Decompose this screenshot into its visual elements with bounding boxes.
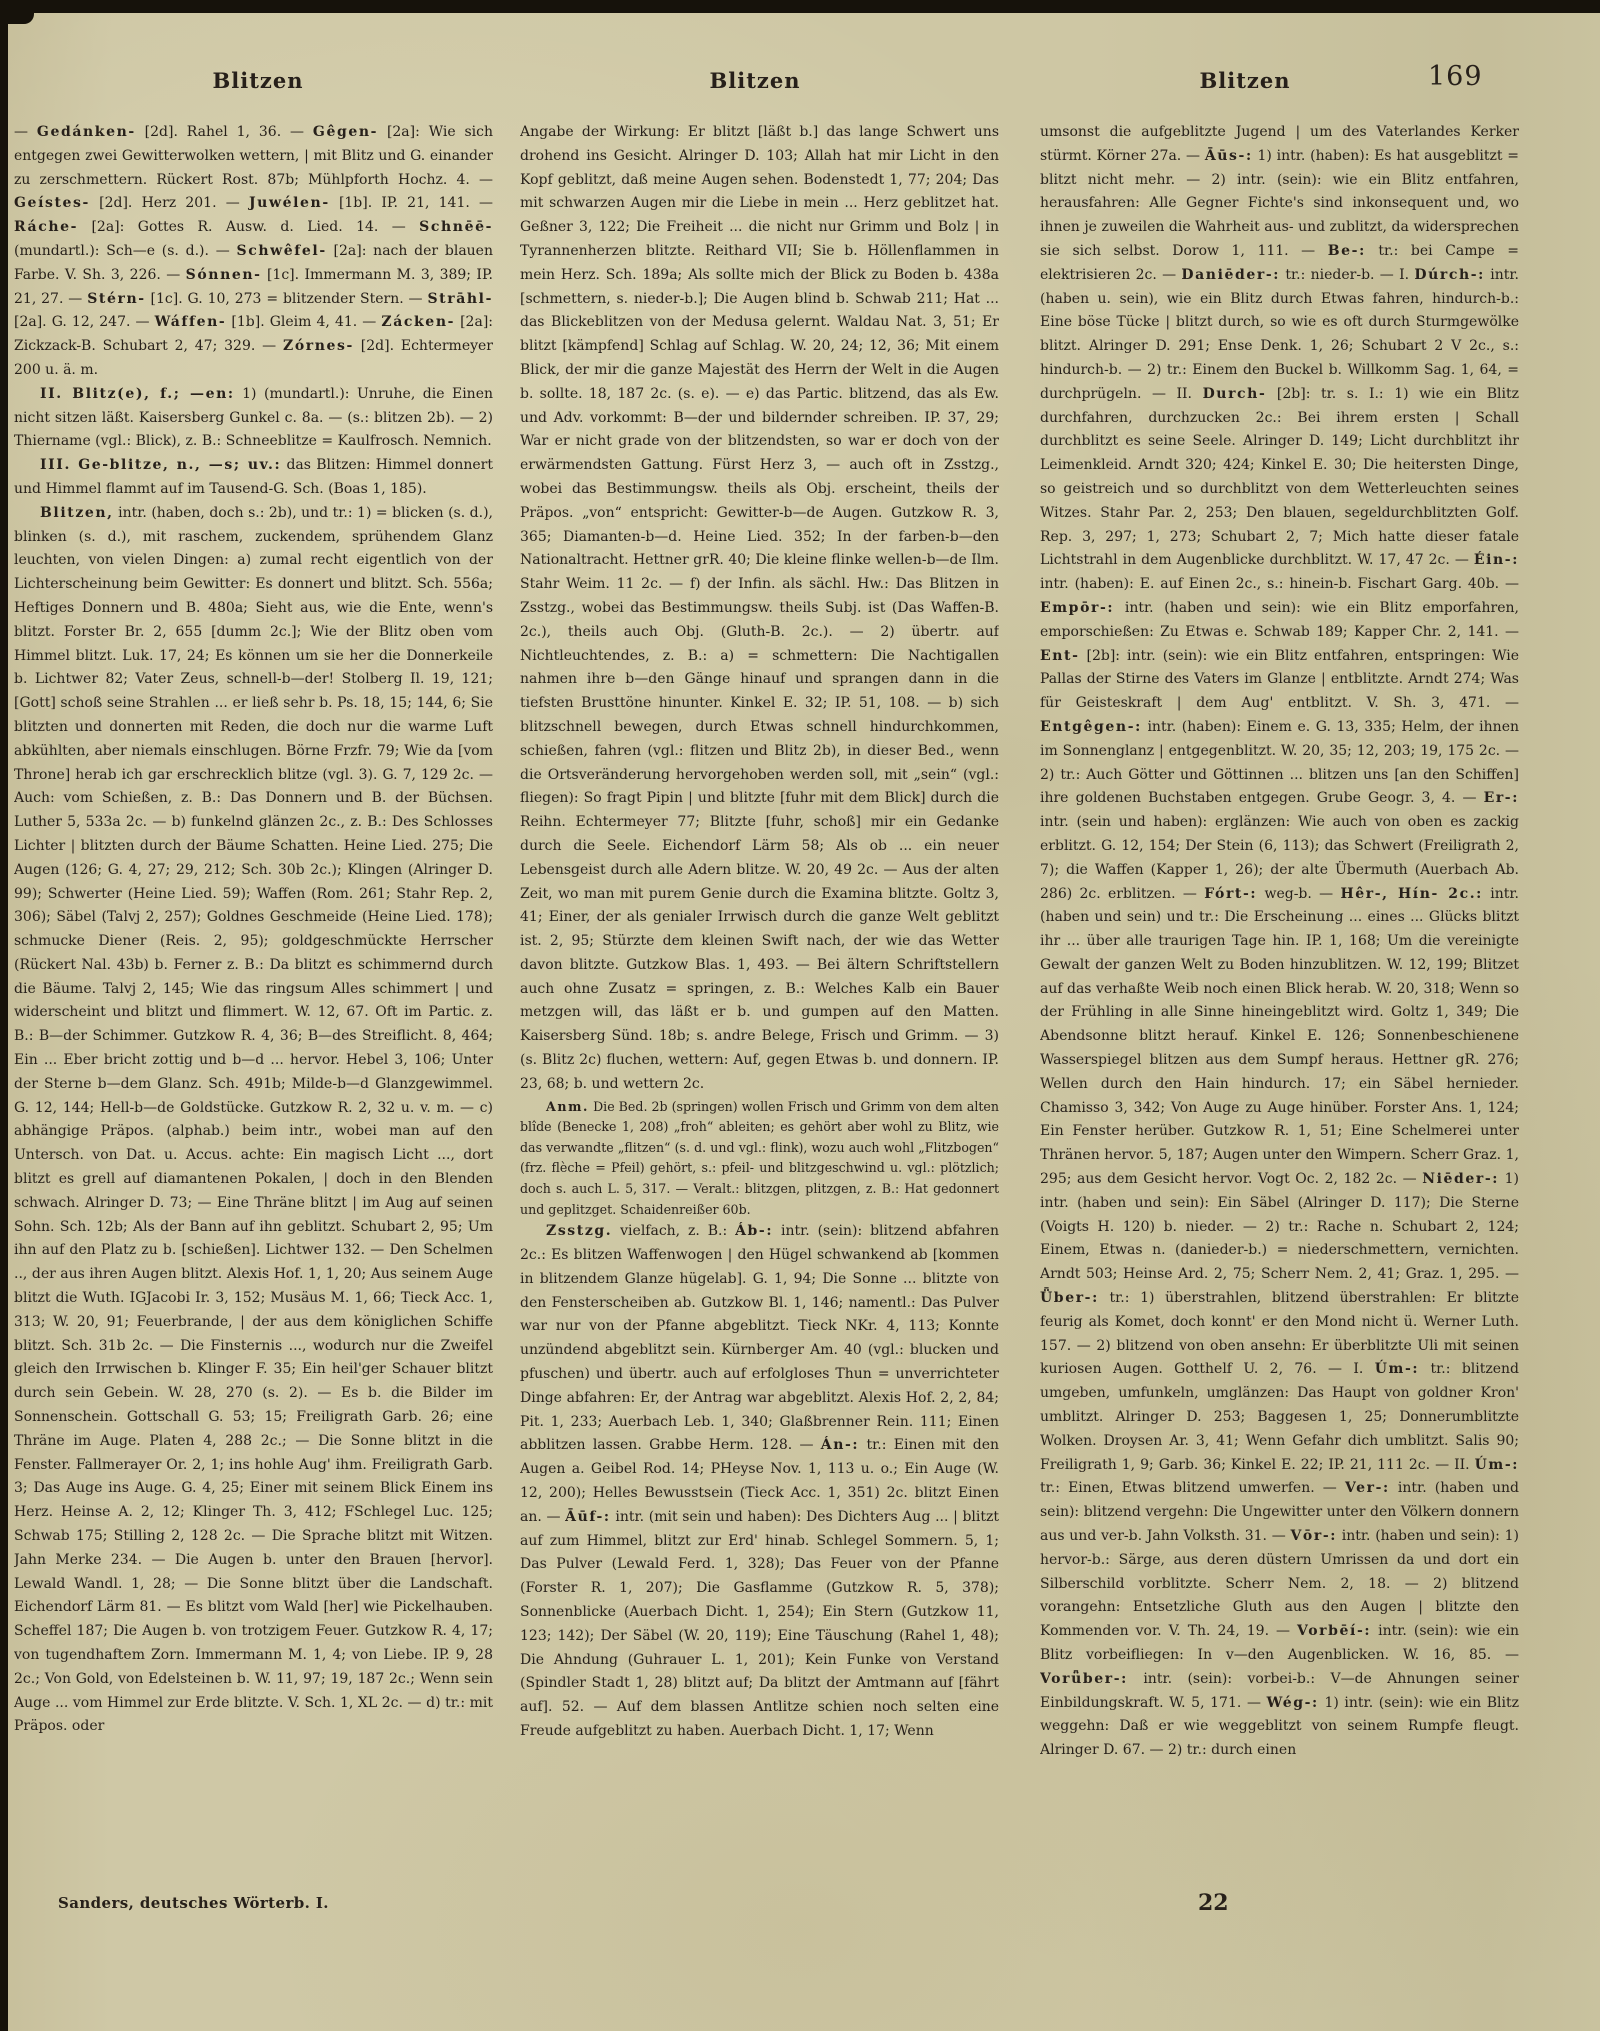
entry-headword: Niēder-: xyxy=(1422,1171,1500,1188)
text-column-2 xyxy=(520,121,999,1901)
entry-headword: Er-: xyxy=(1483,790,1519,807)
paragraph xyxy=(14,502,493,1739)
entry-text: intr. (sein und haben): erglänzen: Wie auch von oben es zackig erblitzt. G. 12, 154; Der Stein (6, 113); das Schwert (Freiligrath 2, 7); die Waffen (Kapper 1, 26); der alte Übermuth (Auerbach Ab. 286) 2c. erblitzen. — xyxy=(1040,814,1519,902)
entry-headword: II. Blitz(e), f.; —en: xyxy=(40,385,235,402)
entry-text: tr.: Einen, Etwas blitzend umwerfen. — xyxy=(1040,1480,1345,1497)
entry-text: [2a]: Gottes R. Ausw. d. Lied. 14. — xyxy=(78,219,420,236)
entry-text: [2d]. Echtermeyer 200 u. ä. m. xyxy=(14,338,493,378)
entry-text: tr.: blitzend umgeben, umfunkeln, umglänzen: Das Haupt von goldner Kron' umblitzt. Alringer D. 253; Baggesen 1, 25; Donnerumblitzte Wolken. Droysen Ar. 3, 41; Wenn Gefahr dich umblitzt. Salis 90; Freiligrath 1, 9; Garb. 36; Kinkel E. 22; IP. 21, 111 2c. — II. xyxy=(1040,1361,1519,1473)
entry-headword: Vōr-: xyxy=(1290,1528,1338,1545)
entry-headword: Daniēder-: xyxy=(1181,266,1281,283)
paragraph xyxy=(1040,121,1519,1763)
paragraph xyxy=(14,454,493,502)
paragraph xyxy=(14,383,493,454)
entry-text: Angabe der Wirkung: Er blitzt [läßt b.] das lange Schwert uns drohend ins Gesicht. Alringer D. 103; Allah hat mir Licht in den Kopf geblitzt, daß meine Augen sehen. Bodenstedt 1, 77; 204; Das mit schwarzen Augen mir die Liebe in mein ... Herz geblitzet hat. Geßner 3, 122; Die Freiheit ... die nicht nur Grimm und Bolz | in Tyrannenherzen blitzte. Reithard VII; Sie b. Höllenflammen in mein Herz. Sch. 189a; Als sollte mich der Blick zu Boden b. 438a [schmettern, s. nieder-b.]; Die Augen blind b. Schwab 211; Hat ... das Blickeblitzen von der Medusa gelernt. Waldau Nat. 3, 51; Er blitzt [kämpfend] Schlag auf Schlag. W. 20, 24; 12, 36; Mit einem Blick, der mir die ganze Majestät des Herrn der Welt in die Augen b. sollte. 18, 187 2c. (s. e). — e) das Partic. blitzend, das als Ew. und Adv. vorkommt: B—der und bildernder schreiben. IP. 37, 29; War er nicht grade von der blitzendsten, so war er doch von der erwärmendsten Gattung. Fürst Herz 3, — auch oft in Zsstzg., wobei das Bestimmungsw. theils als Obj. erscheint, theils der Präpos. „von“ entspricht: Gewitter-b—de Augen. Gutzkow R. 3, 365; Diamanten-b—d. Heine Lied. 352; In der farben-b—den Nationaltracht. Hettner grR. 40; Die kleine flinke wellen-b—de Ilm. Stahr Weim. 11 2c. — f) der Infin. als sächl. Hw.: Das Blitzen in Zsstzg., wobei das Bestimmungsw. theils Subj. ist (Das Waffen-B. 2c.), theils auch Obj. (Gluth-B. 2c.). — 2) übertr. auf Nichtleuchtendes, z. B.: a) = schmettern: Die Nachtigallen nahmen ihre b—den Gänge hinauf und sprangen dann in die tiefsten Brusttöne hinunter. Kinkel E. 32; IP. 51, 108. — b) sich blitzschnell bewegen, durch Etwas schnell hindurchkommen, schießen, fahren (vgl.: flitzen und Blitz 2b), in dieser Bed., wenn die Ortsveränderung hervorgehoben werden soll, mit „sein“ (vgl.: fliegen): So fragt Pipin | und blitzte [fuhr mit dem Blick] durch die Reihn. Echtermeyer 77; Blitzte [fuhr, schoß] mir ein Gedanke durch die Seele. Eichendorf Lärm 58; Als ob ... ein neuer Lebensgeist durch alle Adern blitze. W. 20, 49 2c. — Aus der alten Zeit, wo man mit purem Genie durch die Examina blitzte. Goltz 3, 41; Einer, der als genialer Irrwisch durch die ganze Welt geblitzt ist. 2, 95; Stürzte dem kleinen Swift nach, der wie das Wetter davon blitzte. Gutzkow Blas. 1, 493. — Bei ältern Schriftstellern auch ohne Zusatz = springen, z. B.: Welches Kalb ein Bauer metzgen will, das läßt er b. und gumpen auf den Matten. Kaisersberg Sünd. 18b; s. andre Belege, Frisch und Grimm. — 3) (s. Blitz 2c) fluchen, wettern: Auf, gegen Etwas b. und donnern. IP. 23, 68; b. und wettern 2c. xyxy=(520,124,999,1092)
entry-headword: Dúrch-: xyxy=(1414,266,1485,283)
volume-footer-title: Sanders, deutsches Wörterb. I. xyxy=(58,1894,329,1912)
entry-text: [2d]. Herz 201. — xyxy=(89,195,249,212)
entry-headword: Entgêgen-: xyxy=(1040,718,1142,735)
entry-text: Die Bed. 2b (springen) wollen Frisch und Grimm von dem alten blîde (Benecke 1, 208) „froh“ ableiten; es gehört aber wohl zu Blitz, wie das verwandte „flitzen“ (s. d. und vgl.: flink), wozu auch wohl „Flitzbogen“ (frz. flèche = Pfeil) gehört, s.: pfeil- und blitzgeschwind u. vgl.: plötzlich; doch s. auch L. 5, 317. — Veralt.: blitzgen, plitzgen, z. B.: Hat gedonnert und geplitzget. Schaidenreißer 60b. xyxy=(520,1098,999,1217)
entry-text: intr. (sein): wie ein Blitz vorbeifliegen: In v—den Augenblicken. W. 16, 85. — xyxy=(1040,1623,1519,1663)
entry-text: weg-b. — xyxy=(1257,885,1341,902)
entry-headword: Gêgen- xyxy=(312,124,379,140)
entry-headword: Strāhl- xyxy=(427,290,493,307)
page-number: 169 xyxy=(1428,61,1483,92)
sheet-signature: 22 xyxy=(1198,1890,1229,1916)
entry-text: 1) intr. (haben): Es hat ausgeblitzt = blitzt nicht mehr. — 2) intr. (sein): wie ein Blitz entfahren, herausfahren: Alle Gegner Fichte's sind inkonsequent und, wo ihnen je zuweilen die Wahrheit aus- und zublitzt, da widersprechen sie sich selbst. Dorow 1, 111. — xyxy=(1040,147,1519,259)
entry-headword: Be-: xyxy=(1327,242,1366,259)
entry-headword: Zácken- xyxy=(381,314,456,331)
entry-text: tr.: Einen mit den Augen a. Geibel Rod. 14; PHeyse Nov. 1, 113 u. o.; Ein Auge (W. 12, 200); Helles Bewusstsein (Tieck Acc. 1, 351) 2c. blitzt Einen an. — xyxy=(520,1437,999,1525)
entry-headword: Úm-: xyxy=(1374,1361,1420,1378)
entry-headword: Durch- xyxy=(1202,385,1267,402)
entry-text: intr. (haben, doch s.: 2b), und tr.: 1) = blicken (s. d.), blinken (s. d.), mit raschem, zuckendem, sprühendem Glanz leuchten, von vielen Dingen: a) zumal recht eigentlich von der Lichterscheinung beim Gewitter: Es donnert und blitzt. Sch. 556a; Heftiges Donnern und B. 480a; Sieht aus, wie die Ente, wenn's blitzt. Forster Br. 2, 655 [dumm 2c.]; Wie der Blitz oben vom Himmel blitzt. Luk. 17, 24; Es können um sie her die Donnerkeile b. Lichtwer 82; Vater Zeus, schnell-b—der! Stolberg Il. 19, 121; [Gott] schoß seine Strahlen ... er ließ sehr b. Ps. 18, 15; 144, 6; Sie blitzten und donnerten mit Reden, die doch nur die warme Luft abkühlten, aber niemals einschlugen. Börne Frzfr. 79; Wie da [vom Throne] herab ich gar erschrecklich blitze (vgl. 3). G. 7, 129 2c. — Auch: vom Schießen, z. B.: Das Donnern und B. der Büchsen. Luther 5, 533a 2c. — b) funkelnd glänzen 2c., z. B.: Des Schlosses Lichter | blitzten durch der Bäume Schatten. Heine Lied. 275; Die Augen (126; G. 4, 27; 29, 212; Sch. 30b 2c.); Klingen (Alringer D. 99); Schwerter (Heine Lied. 59); Waffen (Rom. 261; Stahr Rep. 2, 306); Säbel (Talvj 2, 257); Goldnes Geschmeide (Heine Lied. 178); schmucke Diener (Reis. 2, 95); goldgeschmückte Herrscher (Rückert Nal. 43b) b. Ferner z. B.: Da blitzt es schimmernd durch die Bäume. Talvj 2, 145; Wie das ringsum Alles schimmert | und widerscheint und blitzt und flimmert. W. 12, 67. Oft im Partic. z. B.: B—der Schimmer. Gutzkow R. 4, 36; B—des Streiflicht. 8, 464; Ein ... Eber bricht zottig und b—d ... hervor. Hebel 3, 106; Unter der Sterne b—dem Glanz. Sch. 491b; Milde-b—d Glanzgewimmel. G. 12, 144; Hell-b—de Goldstücke. Gutzkow R. 2, 32 u. v. m. — c) abhängige Präpos. (alphab.) beim intr., wobei man auf den Untersch. von Dat. u. Accus. achte: Ein magisch Licht ..., dort blitzt es grell auf diamantenen Pokalen, | doch in den Blenden schwach. Alringer D. 73; — Eine Thräne blitzt | im Aug auf seinen Sohn. Sch. 12b; Als der Bann auf ihn geblitzt. Schubart 2, 95; Um ihn auf den Platz zu b. [schießen]. Lichtwer 132. — Den Schelmen .., der aus ihren Augen blitzt. Alexis Hof. 1, 1, 20; Aus seinem Auge blitzt die Wuth. IGJacobi Ir. 3, 152; Musäus M. 1, 66; Tieck Acc. 1, 313; W. 20, 91; Feuerbrande, | der aus dem königlichen Schiffe blitzt. Sch. 31b 2c. — Die Finsternis ..., wodurch nur die Zweifel gleich den Irrwischen b. Klinger F. 35; Ein heil'ger Schauer blitzt durch sein Gebein. W. 28, 270 (s. 2). — Es b. die Bilder im Sonnenschein. Gottschall G. 53; 15; Freiligrath Garb. 26; eine Thräne im Auge. Platen 4, 288 2c.; — Die Sonne blitzt in die Fenster. Fallmerayer Or. 2, 1; ins hohle Aug' ihm. Freiligrath Garb. 3; Das Auge ins Auge. G. 4, 25; Einer mit seinem Blick Einem ins Herz. Heinse A. 2, 12; Klinger Th. 3, 412; FSchlegel Luc. 125; Schwab 175; Stilling 2, 128 2c. — Die Sprache blitzt mit Witzen. Jahn Merke 234. — Die Augen b. unter den Brauen [hervor]. Lewald Wandl. 1, 28; — Die Sonne blitzt über die Landschaft. Eichendorf Lärm 81. — Es blitzt vom Wald [her] wie Pickelhauben. Scheffel 187; Die Augen b. von trotzigem Feuer. Gutzkow R. 4, 17; von tugendhaftem Zorn. Immermann M. 1, 4; von Liebe. IP. 9, 28 2c.; Von Gold, von Edelsteinen b. W. 11, 97; 19, 187 2c.; Wenn sein Auge ... vom Himmel zur Erde blitzte. V. Sch. 1, XL 2c. — d) tr.: mit Präpos. oder xyxy=(14,504,493,1735)
entry-headword: Éin-: xyxy=(1473,552,1519,569)
entry-headword: Ráche- xyxy=(14,219,79,236)
paragraph xyxy=(14,121,493,383)
entry-headword: Anm. xyxy=(546,1098,590,1114)
entry-headword: Hêr-, Hín- 2c.: xyxy=(1340,885,1483,902)
text-column-1 xyxy=(14,121,493,1901)
entry-headword: Geístes- xyxy=(14,195,90,212)
entry-text: umsonst die aufgeblitzte Jugend | um des Vaterlandes Kerker stürmt. Körner 27a. — xyxy=(1040,124,1519,164)
entry-text: [2d]. Rahel 1, 36. — xyxy=(135,124,313,140)
entry-text: das Blitzen: Himmel donnert und Himmel flammt auf im Tausend-G. Sch. (Boas 1, 185). xyxy=(14,457,493,497)
entry-headword: Blitzen, xyxy=(40,504,114,521)
entry-headword: Ǖber-: xyxy=(1040,1290,1099,1307)
entry-headword: Wég-: xyxy=(1266,1694,1319,1711)
entry-text: [1b]. Gleim 4, 41. — xyxy=(226,314,382,331)
entry-headword: Úm-: xyxy=(1474,1456,1519,1473)
entry-headword: Juwélen- xyxy=(248,195,330,212)
entry-text: tr.: nieder-b. — I. xyxy=(1280,266,1415,283)
entry-text: intr. (haben und sein): blitzend vergehn: Die Ungewitter unter den Völkern donnern aus und ver-b. Jahn Volksth. 31. — xyxy=(1040,1480,1519,1545)
paragraph xyxy=(520,1097,999,1221)
paragraph xyxy=(520,1220,999,1744)
entry-headword: Wáffen- xyxy=(154,314,227,331)
entry-text: (mundartl.): Sch—e (s. d.). — xyxy=(14,242,237,259)
entry-text: tr.: bei Campe = elektrisieren 2c. — xyxy=(1040,242,1519,283)
entry-headword: Gedánken- xyxy=(36,124,136,140)
entry-text: — xyxy=(14,124,37,140)
entry-headword: Fórt-: xyxy=(1204,885,1258,902)
entry-headword: III. Ge-blitze, n., —s; uv.: xyxy=(40,457,282,474)
text-column-3 xyxy=(1040,121,1519,1901)
entry-headword: Ver-: xyxy=(1344,1480,1390,1497)
running-head-right: Blitzen xyxy=(1199,68,1291,93)
entry-headword: Āūf-: xyxy=(565,1508,611,1525)
scan-top-edge xyxy=(0,0,1600,13)
entry-headword: Empōr-: xyxy=(1040,599,1115,616)
entry-text: 1) intr. (haben und sein): Ein Säbel (Alringer D. 117); Die Sterne (Voigts H. 120) b. nieder. — 2) tr.: Rache n. Schubart 2, 124; Einem, Etwas n. (danieder-b.) = niederschmettern, vernichten. Arndt 503; Heinse Ard. 2, 75; Scherr Nem. 2, 41; Graz. 1, 295. — xyxy=(1040,1171,1519,1283)
entry-text: [2a]: Wie sich entgegen zwei Gewitterwolken wettern, | mit Blitz und G. einander zu zerschmettern. Rückert Rost. 87b; Mühlpforth Hochz. 4. — xyxy=(14,124,493,188)
entry-text: intr. (mit sein und haben): Des Dichters Aug ... | blitzt auf zum Himmel, blitzt zur Erd' hinab. Schlegel Sommern. 5, 1; Das Pulver (Lewald Ferd. 1, 328); Das Feuer von der Pfanne (Forster R. 1, 207); Die Gasflamme (Gutzkow R. 5, 378); Sonnenblicke (Auerbach Dicht. 1, 254); Ein Stern (Gutzkow 11, 123; 142); Der Säbel (W. 20, 119); Eine Täuschung (Rahel 1, 48); Die Ahndung (Guhrauer L. 1, 201); Kein Funke von Verstand (Spindler Stadt 1, 28) blitzt auf; Da blitzt der Amtmann auf [fährt auf]. 52. — Auf dem blassen Antlitze schien noch selten eine Freude aufgeblitzt zu haben. Auerbach Dicht. 1, 17; Wenn xyxy=(520,1508,999,1739)
entry-text: [2b]: tr. s. I.: 1) wie ein Blitz durchfahren, durchzucken 2c.: Bei ihrem ersten | Schall durchblitzt es seine Seele. Alringer D. 149; Licht durchblitzt ihr Leimenkleid. Arndt 320; 424; Kinkel E. 30; Die heitersten Dinge, so geistreich und so durchblitzt von dem Wetterleuchten seines Witzes. Stahr Par. 2, 253; Den blauen, segeldurchblitzten Golf. Rep. 3, 297; 1, 273; Schubart 2, 7; Mich hatte dieser fatale Lichtstrahl in dem Augenblicke durchblitzt. W. 17, 47 2c. — xyxy=(1040,385,1519,569)
entry-headword: Stérn- xyxy=(87,290,146,307)
entry-headword: Schnēē- xyxy=(419,219,493,236)
entry-headword: Schwêfel- xyxy=(236,242,327,259)
entry-headword: Ent- xyxy=(1040,647,1080,664)
entry-headword: Vorǖber-: xyxy=(1040,1670,1128,1687)
entry-text: tr.: 1) überstrahlen, blitzend überstrahlen: Er blitzte feurig als Komet, doch konnt' er den Mond nicht ü. Werner Luth. 157. — 2) blitzend von oben ansehn: Er überblitzte Uli mit seinen kuriosen Augen. Gotthelf U. 2, 76. — I. xyxy=(1040,1290,1519,1378)
entry-headword: Zórnes- xyxy=(283,338,354,355)
entry-headword: Án-: xyxy=(820,1437,860,1454)
paragraph xyxy=(520,121,999,1097)
entry-headword: Āūs-: xyxy=(1204,147,1253,164)
entry-text: intr. (haben und sein): 1) hervor-b.: Särge, aus deren düstern Umrissen da und dort ein Silberschild vorblitzte. Scherr Nem. 2, 18. — 2) blitzend vorangehn: Entsetzliche Gluth aus den Augen | blitzte den Kommenden vor. V. Th. 24, 19. — xyxy=(1040,1528,1519,1640)
entry-text: [2a]: Zickzack-B. Schubart 2, 47; 329. — xyxy=(14,314,493,355)
scan-left-edge xyxy=(0,0,8,2031)
running-head-center: Blitzen xyxy=(709,68,801,93)
running-head-left: Blitzen xyxy=(212,68,304,93)
entry-text: [1c]. Immermann M. 3, 389; IP. 21, 27. — xyxy=(14,266,493,307)
entry-text: intr. (sein): blitzend abfahren 2c.: Es blitzen Waffenwogen | den Hügel schwankend ab [kommen in blitzendem Glanze hügelab]. G. 1, 94; Die Sonne ... blitzte von den Fensterscheiben ab. Gutzkow Bl. 1, 146; namentl.: Das Pulver war nur von der Pfanne abgeblitzt. Tieck NKr. 4, 113; Konnte unzündend abgeblitzt sein. Kürnberger Am. 40 (vgl.: blucken und pfuschen) und übertr. auch auf erfolgloses Thun = unverrichteter Dinge abfahren: Er, der Antrag war abgeblitzt. Alexis Hof. 2, 2, 84; Pit. 1, 233; Auerbach Leb. 1, 340; Glaßbrenner Rein. 111; Einen abblitzen lassen. Grabbe Herm. 128. — xyxy=(520,1223,999,1454)
entry-headword: Áb-: xyxy=(735,1223,774,1240)
entry-text: intr. (haben und sein): wie ein Blitz emporfahren, emporschießen: Zu Etwas e. Schwab 189; Kapper Chr. 2, 141. — xyxy=(1040,599,1519,640)
entry-text: intr. (haben): Einem e. G. 13, 335; Helm, der ihnen im Sonnenglanz | entgegenblitzt. W. 20, 35; 12, 203; 19, 175 2c. — 2) tr.: Auch Götter und Göttinnen ... blitzen uns [an den Schiffen] ihre goldenen Buchstaben entgegen. Grube Geogr. 3, 4. — xyxy=(1040,718,1519,807)
entry-headword: Zsstzg. xyxy=(546,1223,613,1240)
entry-text: [2b]: intr. (sein): wie ein Blitz entfahren, entspringen: Wie Pallas der Stirne des Vaters im Glanze | entblitzte. Arndt 274; Was für Geisteskraft | dem Aug' entblitzt. V. Sh. 3, 471. — xyxy=(1040,647,1519,712)
entry-text: [1b]. IP. 21, 141. — xyxy=(329,195,493,212)
entry-text: 1) (mundartl.): Unruhe, die Einen nicht sitzen läßt. Kaisersberg Gunkel c. 8a. — (s.: blitzen 2b). — 2) Thiername (vgl.: Blick), z. B.: Schneeblitze = Kaulfrosch. Nemnich. xyxy=(14,385,493,450)
entry-headword: Vorbēí-: xyxy=(1297,1623,1372,1640)
entry-text: intr. (haben und sein) und tr.: Die Erscheinung ... eines ... Glücks blitzt ihr ... über alle traurigen Tage hin. IP. 1, 168; Um die vereinigte Gewalt der ganzen Welt zu Boden hinzublitzen. W. 12, 199; Blitzet auf das verhaßte Weib noch einen Blick herab. W. 20, 318; Wenn so der Frühling in alle Sinne hineingeblitzt wird. Goltz 1, 349; Die Abendsonne blitzt herauf. Kinkel E. 126; Sonnenbeschienene Wasserspiegel blitzen aus dem Sumpf heraus. Hettner gR. 276; Wellen durch den Hain hindurch. 17; ein Säbel hernieder. Chamisso 3, 342; Von Auge zu Auge hinüber. Forster Ans. 1, 124; Ein Fenster herüber. Gutzkow R. 1, 51; Eine Schelmerei unter Thränen hervor. 5, 187; Augen unter den Wimpern. Scherr Graz. 1, 295; aus dem Gesicht hervor. Vogt Oc. 2, 182 2c. — xyxy=(1040,885,1519,1188)
scan-corner-shadow xyxy=(0,0,34,24)
entry-text: vielfach, z. B.: xyxy=(612,1223,736,1240)
entry-text: [2a]: nach der blauen Farbe. V. Sh. 3, 226. — xyxy=(14,242,493,283)
entry-text: 1) intr. (sein): wie ein Blitz weggehn: Daß er wie weggeblitzt von seinem Rumpfe fleugt. Alringer D. 67. — 2) tr.: durch einen xyxy=(1040,1694,1519,1759)
entry-headword: Sónnen- xyxy=(185,266,262,283)
entry-text: intr. (haben u. sein), wie ein Blitz durch Etwas fahren, hindurch-b.: Eine böse Tücke | blitzt durch, so wie es oft durch Sturmgewölke blitzt. Alringer D. 291; Ense Denk. 1, 26; Schubart 2 V 2c., s.: hindurch-b. — 2) tr.: Einem den Buckel b. Willkomm Sag. 1, 64, = durchprügeln. — II. xyxy=(1040,266,1519,402)
entry-text: [1c]. G. 10, 273 = blitzender Stern. — xyxy=(145,290,428,307)
entry-text: intr. (sein): vorbei-b.: V—de Ahnungen seiner Einbildungskraft. W. 5, 171. — xyxy=(1040,1670,1519,1711)
entry-text: intr. (haben): E. auf Einen 2c., s.: hinein-b. Fischart Garg. 40b. — xyxy=(1040,576,1519,593)
entry-text: [2a]. G. 12, 247. — xyxy=(14,314,155,331)
